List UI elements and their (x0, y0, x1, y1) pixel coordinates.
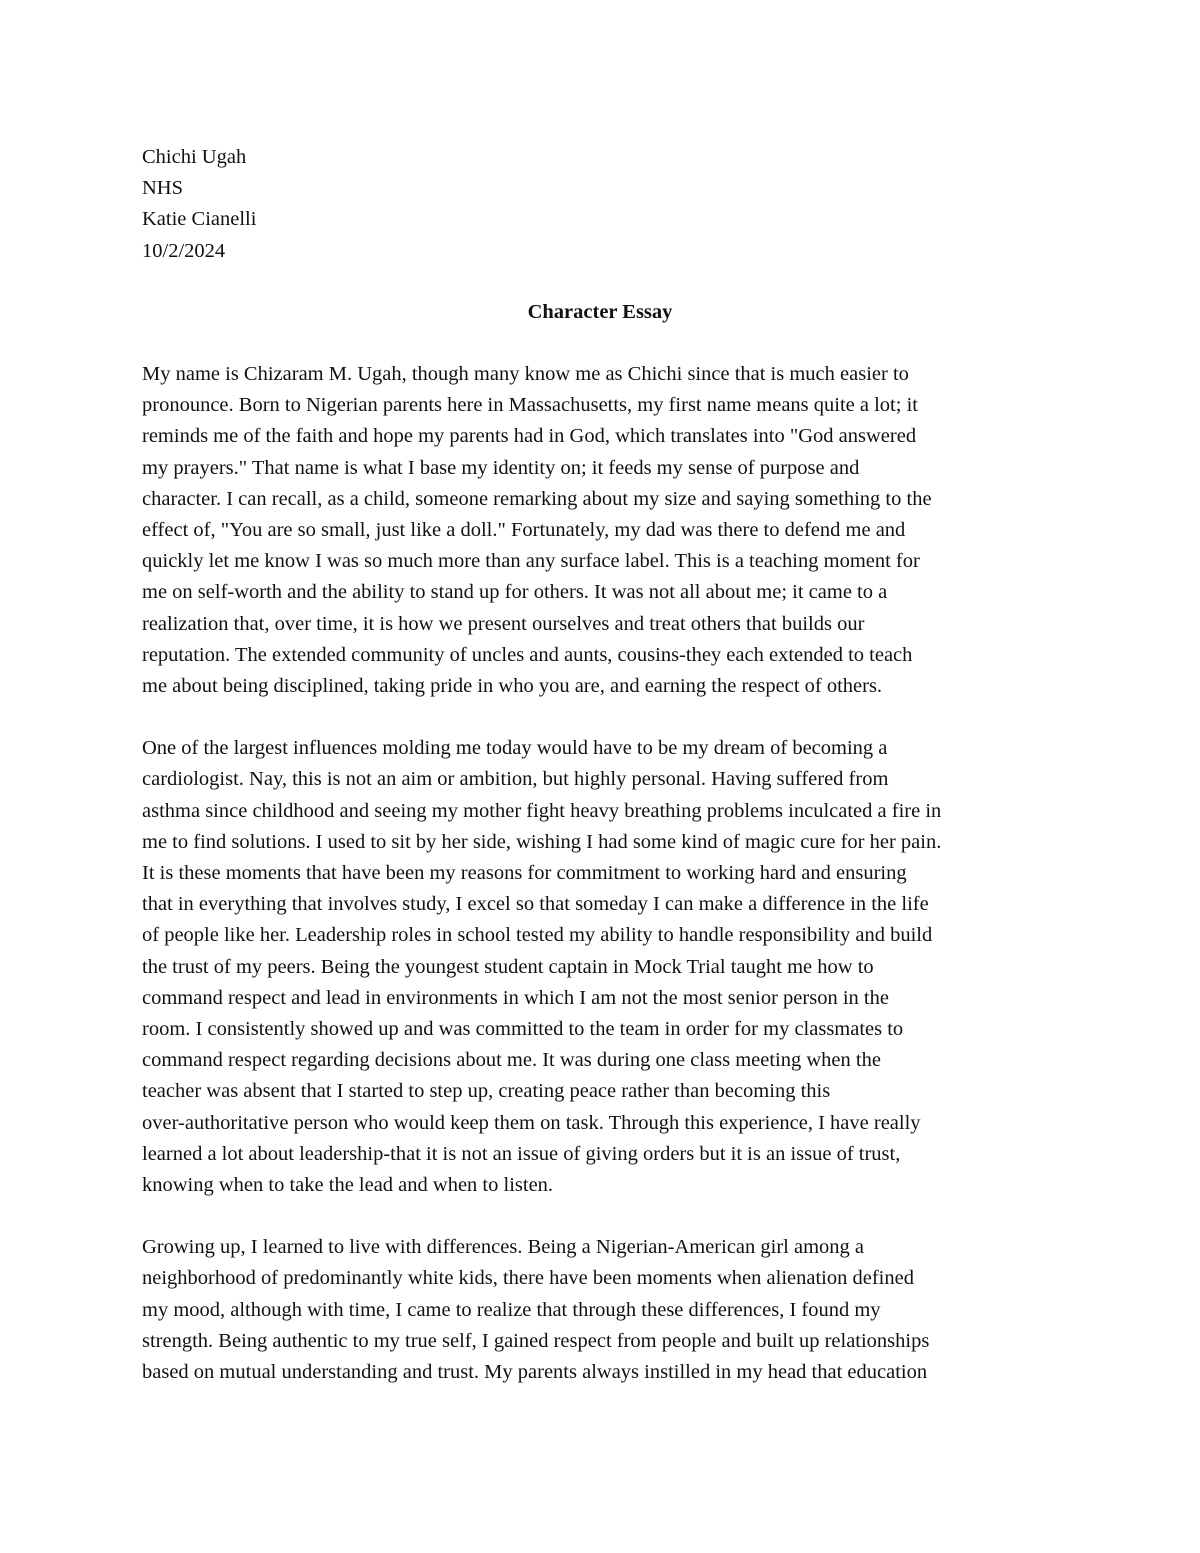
text-line: pronounce. Born to Nigerian parents here in Massachusetts, my first name means quite a lot; it (142, 394, 918, 417)
text-line: neighborhood of predominantly white kids, there have been moments when alienation defined (142, 1267, 914, 1290)
essay-title: Character Essay (527, 301, 673, 323)
date: 10/2/2024 (142, 239, 226, 262)
text-line: reminds me of the faith and hope my parents had in God, which translates into "God answered (142, 425, 917, 448)
text-line: learned a lot about leadership-that it is not an issue of giving orders but it is an issue of trust, (142, 1142, 901, 1165)
text-line: my prayers." That name is what I base my identity on; it feeds my sense of purpose and (142, 456, 860, 479)
paragraph-3 (142, 1232, 1072, 1388)
text-line: cardiologist. Nay, this is not an aim or ambition, but highly personal. Having suffered from (142, 768, 889, 791)
text-line: me to find solutions. I used to sit by her side, wishing I had some kind of magic cure for her pain. (142, 830, 942, 853)
header-block (142, 142, 1062, 267)
text-line: effect of, "You are so small, just like a doll." Fortunately, my dad was there to defend me and (142, 518, 906, 541)
text-line: the trust of my peers. Being the youngest student captain in Mock Trial taught me how to (142, 955, 874, 978)
text-line: Growing up, I learned to live with differences. Being a Nigerian-American girl among a (142, 1236, 865, 1259)
text-line: realization that, over time, it is how we present ourselves and treat others that builds our (142, 612, 865, 635)
text-line: quickly let me know I was so much more than any surface label. This is a teaching moment for (142, 550, 920, 573)
text-line: strength. Being authentic to my true self, I gained respect from people and built up relationships (142, 1329, 930, 1352)
organization: NHS (142, 177, 184, 200)
text-line: asthma since childhood and seeing my mother fight heavy breathing problems inculcated a fire in (142, 799, 942, 822)
paragraph-1 (142, 359, 1072, 702)
text-line: reputation. The extended community of uncles and aunts, cousins-they each extended to teach (142, 643, 913, 666)
text-line: command respect regarding decisions about me. It was during one class meeting when the (142, 1049, 881, 1072)
essay-body (142, 359, 1072, 1419)
text-line: me on self-worth and the ability to stand up for others. It was not all about me; it came to a (142, 581, 888, 604)
text-line: One of the largest influences molding me today would have to be my dream of becoming a (142, 737, 888, 760)
text-line: my mood, although with time, I came to realize that through these differences, I found my (142, 1298, 881, 1321)
text-line: command respect and lead in environments in which I am not the most senior person in the (142, 986, 889, 1009)
recipient-name: Katie Cianelli (142, 208, 257, 231)
text-line: It is these moments that have been my reasons for commitment to working hard and ensuring (142, 862, 907, 884)
text-line: My name is Chizaram M. Ugah, though many know me as Chichi since that is much easier to (142, 363, 909, 385)
text-line: room. I consistently showed up and was committed to the team in order for my classmates to (142, 1017, 904, 1040)
paragraph-2 (142, 733, 1072, 1201)
text-line: over-authoritative person who would keep them on task. Through this experience, I have really (142, 1111, 921, 1134)
text-line: character. I can recall, as a child, someone remarking about my size and saying something to the (142, 487, 932, 510)
text-line: teacher was absent that I started to step up, creating peace rather than becoming this (142, 1080, 831, 1103)
text-line: me about being disciplined, taking pride in who you are, and earning the respect of others. (142, 674, 883, 697)
text-line: that in everything that involves study, I excel so that someday I can make a difference in the life (142, 893, 929, 916)
text-line: knowing when to take the lead and when to listen. (142, 1173, 554, 1196)
text-line: based on mutual understanding and trust. My parents always instilled in my head that education (142, 1361, 928, 1383)
text-line: of people like her. Leadership roles in school tested my ability to handle responsibility and build (142, 924, 933, 947)
author-name: Chichi Ugah (142, 146, 247, 168)
